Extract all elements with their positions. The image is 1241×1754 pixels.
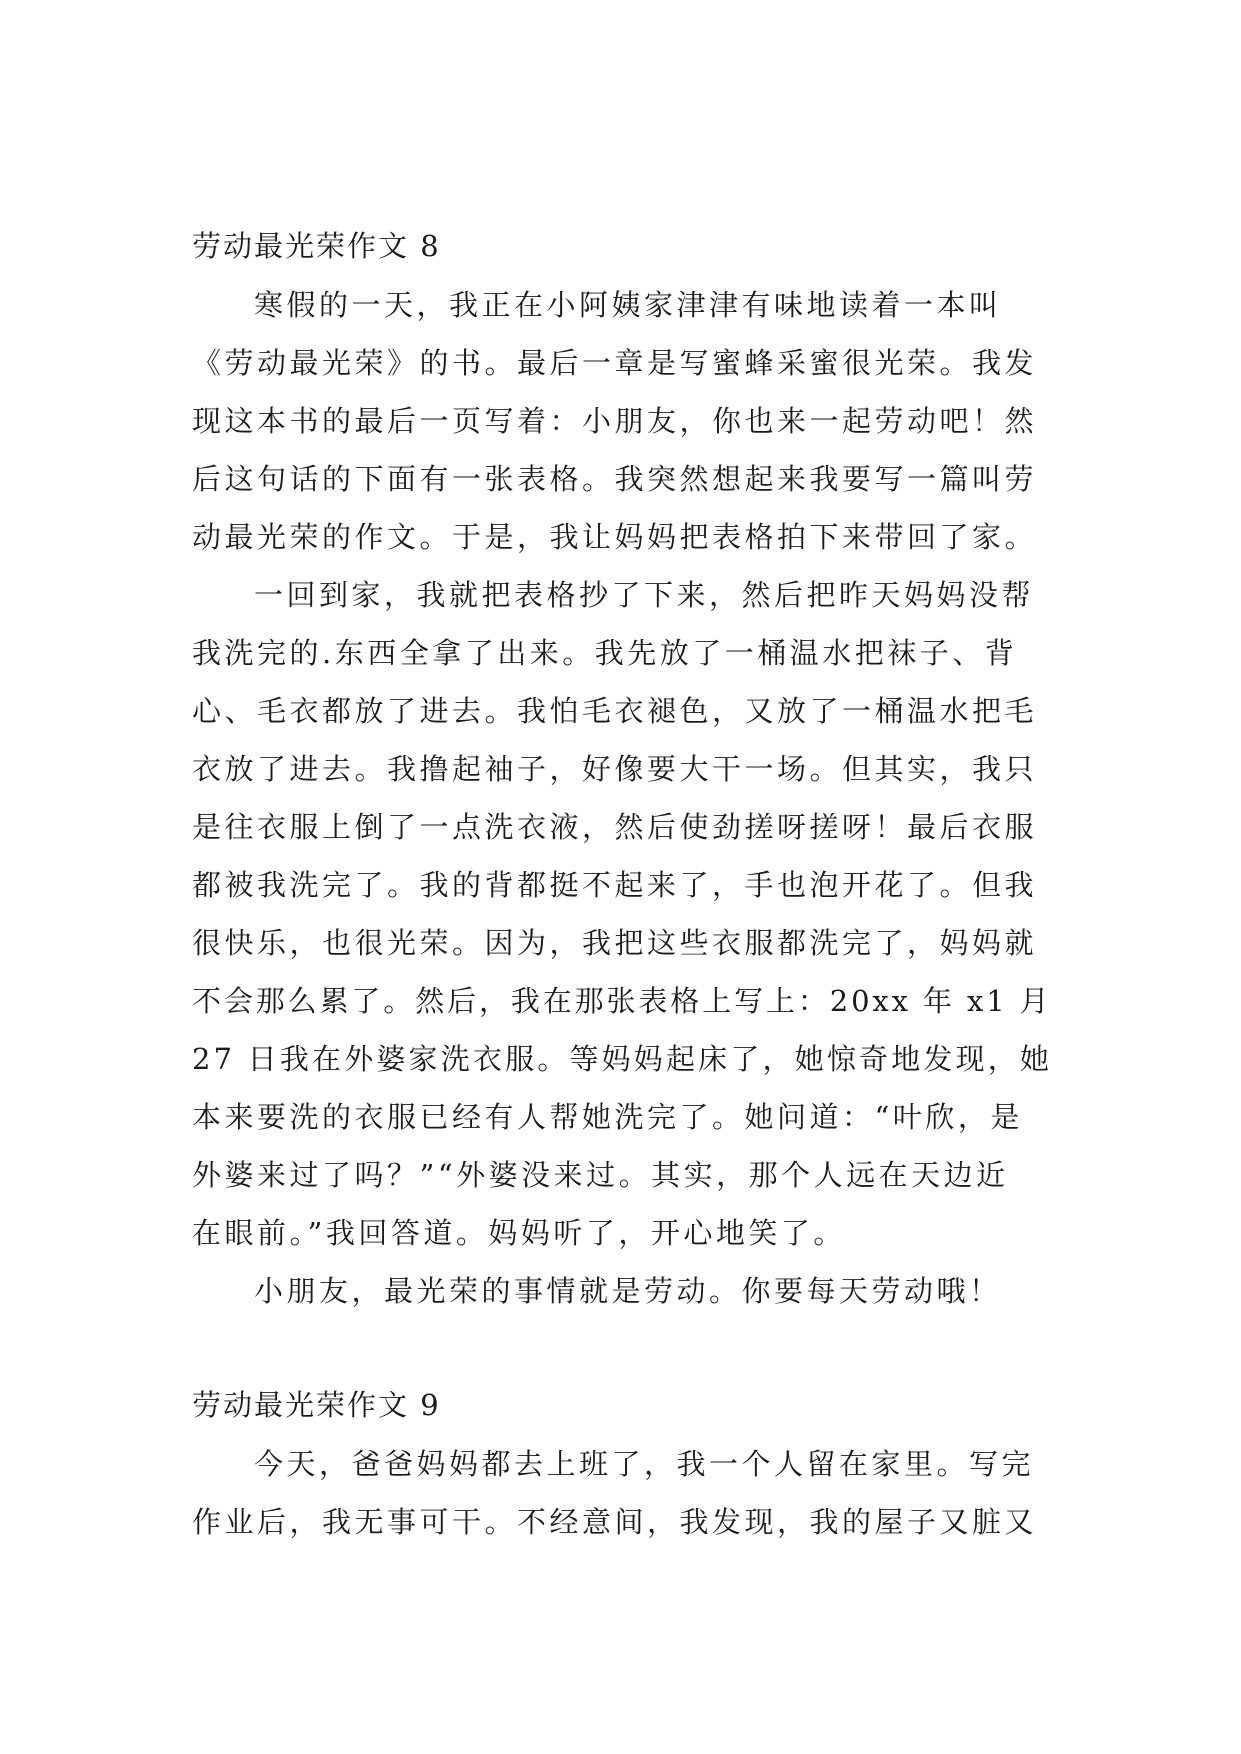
essay-8-line-17: 在眼前。”我回答道。妈妈听了，开心地笑了。 xyxy=(192,1216,846,1250)
essay-8-line-1: 寒假的一天，我正在小阿姨家津津有味地读着一本叫 xyxy=(254,288,1002,322)
essay-8-line-10: 是往衣服上倒了一点洗衣液，然后使劲搓呀搓呀！最后衣服 xyxy=(192,810,1038,844)
essay-8-line-15: 本来要洗的衣服已经有人帮她洗完了。她问道：“叶欣，是 xyxy=(192,1100,1023,1134)
essay-8-line-3: 现这本书的最后一页写着：小朋友，你也来一起劳动吧！然 xyxy=(192,404,1038,438)
essay-8-line-7: 我洗完的.东西全拿了出来。我先放了一桶温水把袜子、背 xyxy=(192,636,1018,670)
essay-8-line-9: 衣放了进去。我撸起袖子，好像要大干一场。但其实，我只 xyxy=(192,752,1038,786)
essay-8-line-13: 不会那么累了。然后，我在那张表格上写上：20xx 年 x1 月 xyxy=(192,984,1052,1018)
essay-8-line-2: 《劳动最光荣》的书。最后一章是写蜜蜂采蜜很光荣。我发 xyxy=(192,346,1038,380)
essay-9-line-2: 作业后，我无事可干。不经意间，我发现，我的屋子又脏又 xyxy=(192,1505,1038,1539)
essay-8-line-16: 外婆来过了吗？”“外婆没来过。其实，那个人远在天边近 xyxy=(192,1158,1009,1192)
essay-8-heading: 劳动最光荣作文 8 xyxy=(192,229,441,263)
essay-8-line-6: 一回到家，我就把表格抄了下来，然后把昨天妈妈没帮 xyxy=(254,578,1035,612)
essay-8-line-5: 动最光荣的作文。于是，我让妈妈把表格拍下来带回了家。 xyxy=(192,520,1038,554)
essay-8-line-4: 后这句话的下面有一张表格。我突然想起来我要写一篇叫劳 xyxy=(192,462,1038,496)
essay-8-line-12: 很快乐，也很光荣。因为，我把这些衣服都洗完了，妈妈就 xyxy=(192,926,1038,960)
essay-9-heading: 劳动最光荣作文 9 xyxy=(192,1388,441,1422)
essay-8-line-11: 都被我洗完了。我的背都挺不起来了，手也泡开花了。但我 xyxy=(192,868,1038,902)
essay-8-line-14: 27 日我在外婆家洗衣服。等妈妈起床了，她惊奇地发现，她 xyxy=(192,1042,1053,1076)
essay-8-line-18: 小朋友，最光荣的事情就是劳动。你要每天劳动哦！ xyxy=(254,1274,1002,1308)
essay-9-line-1: 今天，爸爸妈妈都去上班了，我一个人留在家里。写完 xyxy=(254,1447,1035,1481)
essay-8-line-8: 心、毛衣都放了进去。我怕毛衣褪色，又放了一桶温水把毛 xyxy=(192,694,1038,728)
